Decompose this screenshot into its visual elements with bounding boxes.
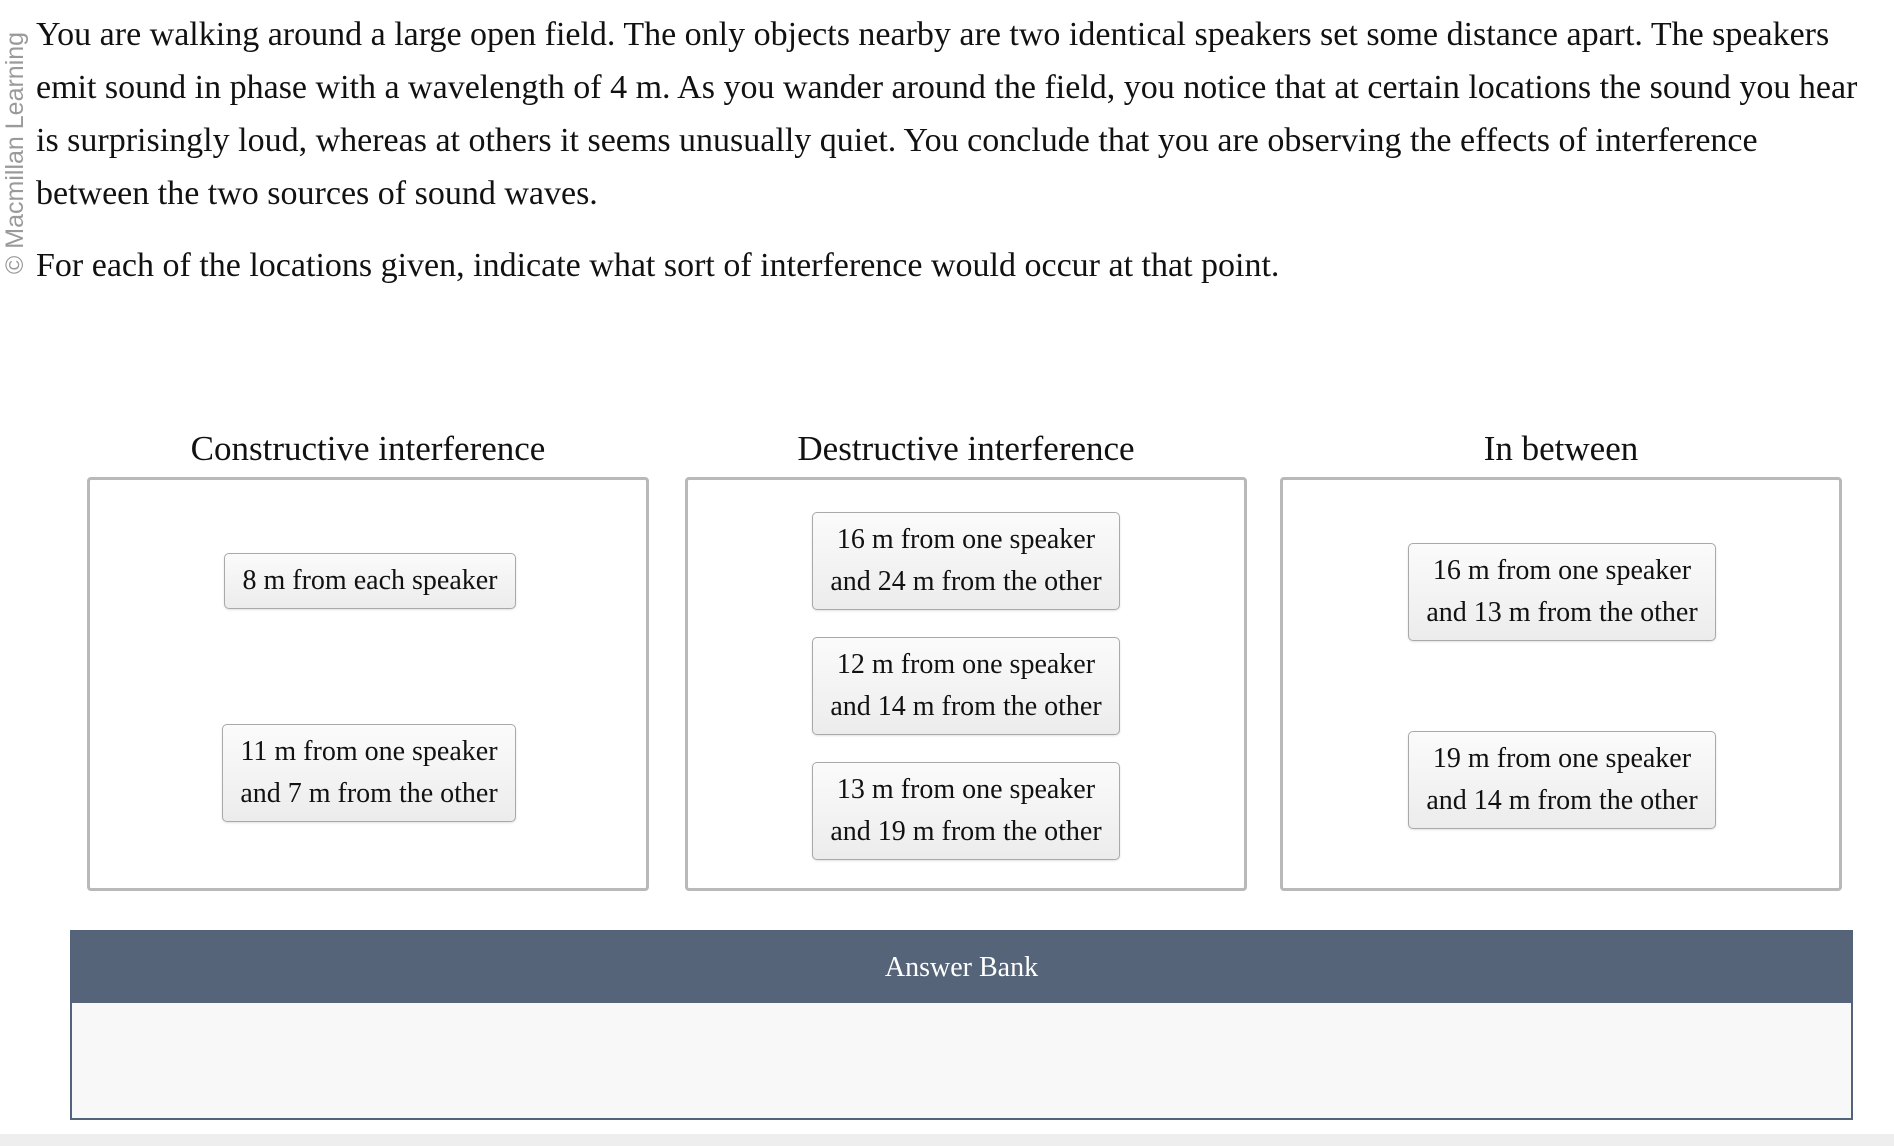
card-line-2: and 14 m from the other xyxy=(830,691,1102,722)
bin-title-constructive: Constructive interference xyxy=(190,429,546,468)
answer-card[interactable] xyxy=(812,512,1120,610)
card-line-1: 16 m from one speaker xyxy=(836,524,1096,555)
answer-card[interactable] xyxy=(1408,731,1716,829)
card-line-1: 16 m from one speaker xyxy=(1432,555,1692,586)
card-line-2: and 13 m from the other xyxy=(1426,597,1698,628)
card-line-1: 8 m from each speaker xyxy=(242,565,498,596)
copyright-watermark: © Macmillan Learning xyxy=(1,31,29,275)
bin-destructive[interactable] xyxy=(685,477,1247,891)
answer-card[interactable] xyxy=(224,553,516,609)
bin-title-destructive: Destructive interference xyxy=(797,429,1135,468)
card-line-1: 12 m from one speaker xyxy=(836,649,1096,680)
bin-in-between[interactable] xyxy=(1280,477,1842,891)
answer-bank-header: Answer Bank xyxy=(72,932,1851,1003)
answer-card[interactable] xyxy=(812,762,1120,860)
question-instruction: For each of the locations given, indicate what sort of interference would occur at that point. xyxy=(36,247,1280,284)
card-line-1: 13 m from one speaker xyxy=(836,774,1096,805)
card-line-1: 11 m from one speaker xyxy=(240,736,498,767)
page-bottom-strip xyxy=(0,1134,1894,1146)
bin-constructive[interactable] xyxy=(87,477,649,891)
card-line-2: and 24 m from the other xyxy=(830,566,1102,597)
answer-card[interactable] xyxy=(1408,543,1716,641)
card-line-1: 19 m from one speaker xyxy=(1432,743,1692,774)
card-line-2: and 7 m from the other xyxy=(240,778,498,809)
bin-title-in-between: In between xyxy=(1483,429,1639,468)
answer-card[interactable] xyxy=(812,637,1120,735)
answer-bank[interactable] xyxy=(70,930,1853,1120)
card-line-2: and 19 m from the other xyxy=(830,816,1102,847)
question-text xyxy=(36,8,1876,292)
question-paragraph: You are walking around a large open field. The only objects nearby are two identical speakers set some distance apart. The speakers emit sound in phase with a wavelength of 4 m. As you wander around the field, you notice that at certain locations the sound you hear is surprisingly loud, whereas at others it seems unusually quiet. You conclude that you are observing the effects of interference between the two sources of sound waves. xyxy=(36,16,1858,212)
answer-card[interactable] xyxy=(222,724,516,822)
card-line-2: and 14 m from the other xyxy=(1426,785,1698,816)
